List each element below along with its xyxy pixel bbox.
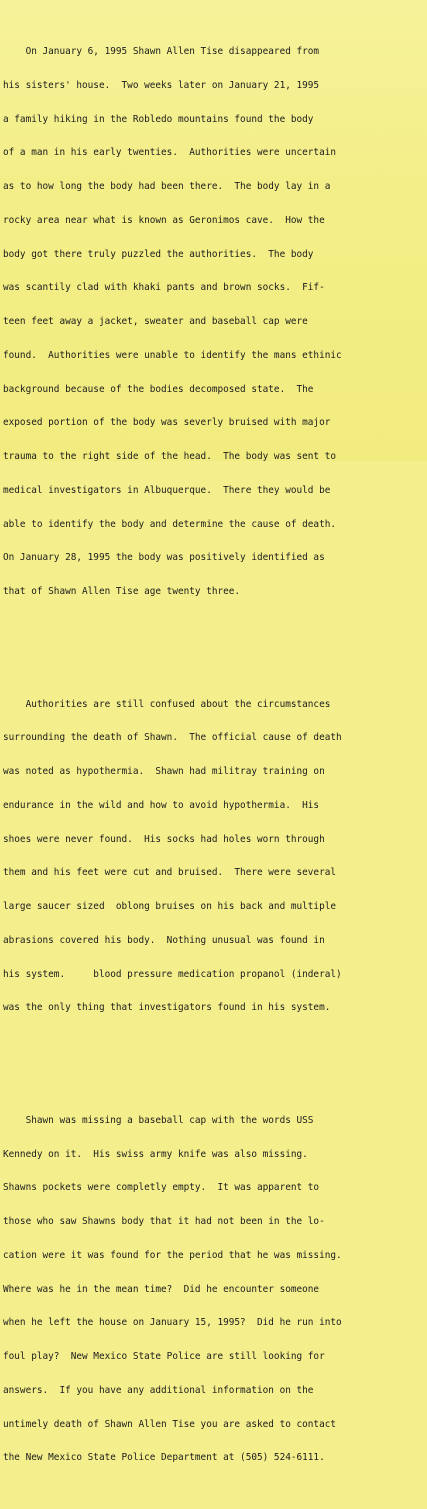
text-line: that of Shawn Allen Tise age twenty three. [3, 586, 241, 597]
paragraph-spacer [3, 1059, 424, 1070]
text-line: them and his feet were cut and bruised. There were several [3, 867, 337, 879]
paragraph-1 [3, 24, 424, 620]
text-line: as to how long the body had been there. The body lay in a [3, 181, 331, 192]
text-line: untimely death of Shawn Allen Tise you are asked to contact [3, 1418, 337, 1430]
text-line: exposed portion of the body was severly bruised with major [3, 417, 331, 429]
text-line: foul play? New Mexico State Police are still looking for [3, 1351, 325, 1362]
text-line: On January 6, 1995 Shawn Allen Tise disappeared from [3, 46, 320, 57]
text-line: rocky area near what is known as Geronimos cave. How the [3, 214, 325, 226]
text-line: teen feet away a jacket, sweater and baseball cap were [3, 316, 308, 327]
text-line: those who saw Shawns body that it had not been in the lo- [3, 1216, 325, 1227]
text-line: large saucer sized oblong bruises on his back and multiple [3, 901, 337, 912]
text-line: Shawns pockets were completly empty. It was apparent to [3, 1182, 320, 1194]
paragraph-spacer [3, 642, 424, 653]
text-line: able to identify the body and determine the cause of death. [3, 518, 337, 530]
text-line: his sisters' house. Two weeks later on January 21, 1995 [3, 79, 320, 91]
paragraph-2 [3, 676, 424, 1036]
text-line: was scantily clad with khaki pants and brown socks. Fif- [3, 282, 325, 294]
text-line: body got there truly puzzled the authorities. The body [3, 248, 314, 260]
text-line: of a man in his early twenties. Authorities were uncertain [3, 147, 337, 159]
text-line: was noted as hypothermia. Shawn had militray training on [3, 766, 325, 777]
text-line: his system. blood pressure medication propanol (inderal) [3, 968, 342, 980]
text-line: Authorities are still confused about the circumstances [3, 698, 331, 710]
text-line: found. Authorities were unable to identify the mans ethinic [3, 349, 342, 361]
text-line: abrasions covered his body. Nothing unusual was found in [3, 934, 325, 946]
text-line: Kennedy on it. His swiss army knife was also missing. [3, 1148, 308, 1160]
text-line: shoes were never found. His socks had holes worn through [3, 833, 325, 845]
text-line: trauma to the right side of the head. The body was sent to [3, 451, 337, 462]
document-body [3, 1, 424, 1509]
text-line: the New Mexico State Police Department at (505) 524-6111. [3, 1452, 325, 1464]
text-line: endurance in the wild and how to avoid hypothermia. His [3, 799, 320, 811]
text-line: when he left the house on January 15, 1995? Did he run into [3, 1317, 342, 1329]
text-line: a family hiking in the Robledo mountains found the body [3, 113, 314, 125]
text-line: surrounding the death of Shawn. The official cause of death [3, 732, 342, 744]
text-line: background because of the bodies decomposed state. The [3, 383, 314, 395]
text-line: answers. If you have any additional information on the [3, 1384, 314, 1396]
text-line: was the only thing that investigators found in his system. [3, 1002, 331, 1014]
text-line: Where was he in the mean time? Did he encounter someone [3, 1283, 320, 1295]
text-line: medical investigators in Albuquerque. There they would be [3, 484, 331, 496]
text-line: cation were it was found for the period that he was missing. [3, 1249, 342, 1261]
text-line: Shawn was missing a baseball cap with the words USS [3, 1114, 314, 1126]
paragraph-3 [3, 1092, 424, 1486]
text-line: On January 28, 1995 the body was positively identified as [3, 552, 325, 564]
